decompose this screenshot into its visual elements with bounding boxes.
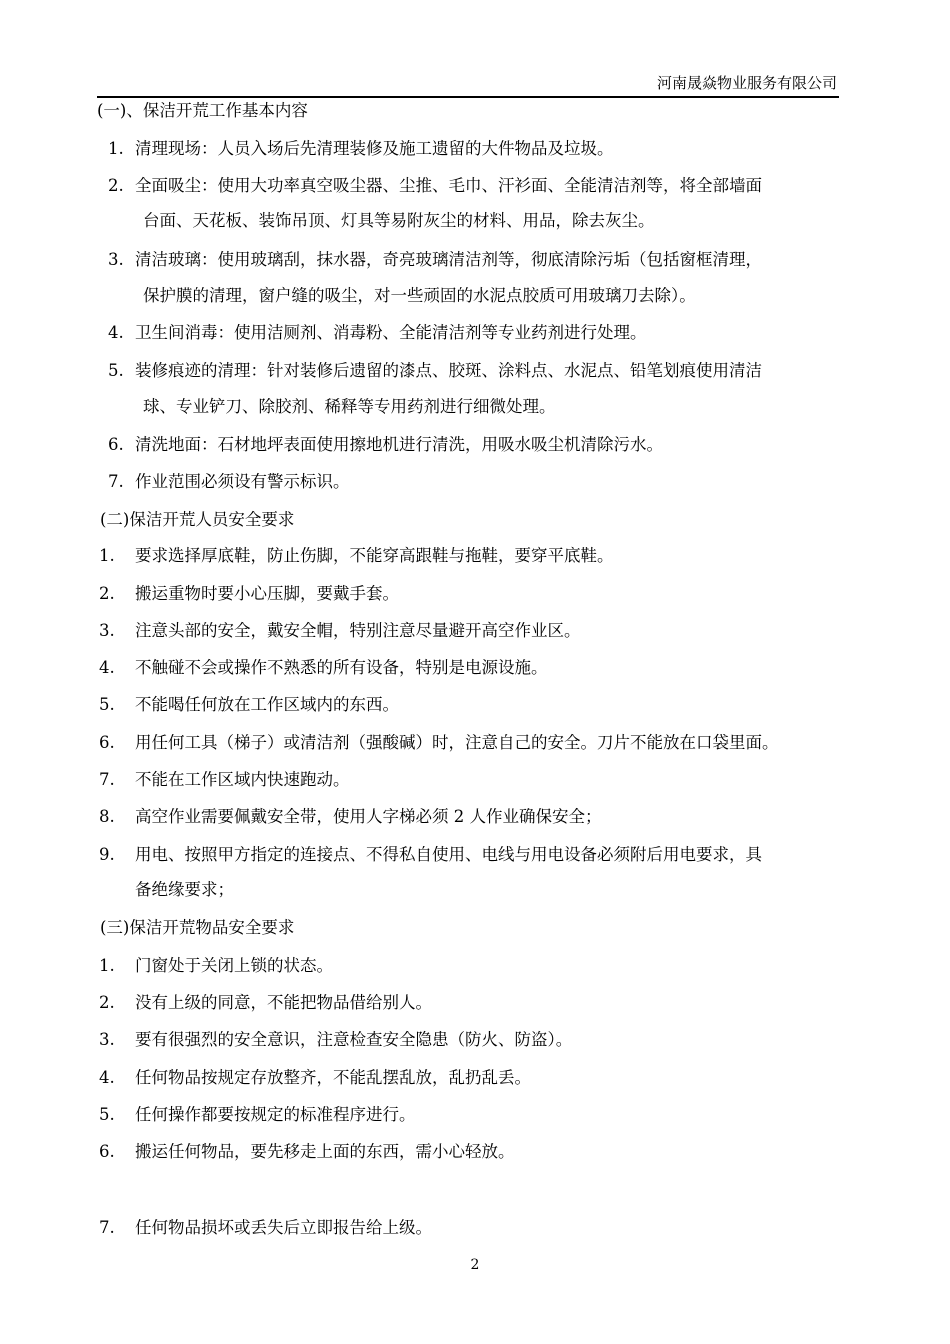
list-item-text: 不能在工作区域内快速跑动。 xyxy=(135,770,350,789)
list-item-text: 全面吸尘：使用大功率真空吸尘器、尘推、毛巾、汗衫面、全能清洁剂等，将全部墙面 xyxy=(135,176,762,195)
list-item-text: 没有上级的同意，不能把物品借给别人。 xyxy=(135,993,432,1012)
list-item-text: 卫生间消毒：使用洁厕剂、消毒粉、全能清洁剂等专业药剂进行处理。 xyxy=(135,323,647,342)
list-item-number: 4. xyxy=(108,323,124,342)
header-rule xyxy=(97,96,839,98)
list-item-text: 搬运任何物品，要先移走上面的东西，需小心轻放。 xyxy=(135,1142,515,1161)
section-1-heading: (一)、保洁开荒工作基本内容 xyxy=(97,101,308,120)
list-item-number: 3. xyxy=(99,621,115,640)
list-item-text: 不触碰不会或操作不熟悉的所有设备，特别是电源设施。 xyxy=(135,658,548,677)
list-item-text: 任何物品损坏或丢失后立即报告给上级。 xyxy=(135,1218,432,1237)
list-item-text: 保护膜的清理，窗户缝的吸尘，对一些顽固的水泥点胶质可用玻璃刀去除）。 xyxy=(143,286,696,305)
list-item-text: 备绝缘要求； xyxy=(135,880,234,899)
list-item-number: 7. xyxy=(99,770,115,789)
list-item-text: 装修痕迹的清理：针对装修后遗留的漆点、胶斑、涂料点、水泥点、铅笔划痕使用清洁 xyxy=(135,361,762,380)
list-item-number: 8. xyxy=(99,807,115,826)
section-3-heading: (三)保洁开荒物品安全要求 xyxy=(100,918,295,937)
list-item-number: 7. xyxy=(99,1218,115,1237)
list-item-number: 4. xyxy=(99,1068,115,1087)
list-item-text: 用任何工具（梯子）或清洁剂（强酸碱）时，注意自己的安全。刀片不能放在口袋里面。 xyxy=(135,733,779,752)
list-item-number: 5. xyxy=(108,361,124,380)
page-number: 2 xyxy=(470,1257,480,1273)
list-item-number: 2. xyxy=(99,993,115,1012)
list-item-number: 1. xyxy=(99,546,115,565)
list-item-text: 要有很强烈的安全意识，注意检查安全隐患（防火、防盗）。 xyxy=(135,1030,573,1049)
list-item-text: 作业范围必须设有警示标识。 xyxy=(135,472,350,491)
list-item-text: 任何物品按规定存放整齐，不能乱摆乱放，乱扔乱丢。 xyxy=(135,1068,531,1087)
list-item-number: 2. xyxy=(108,176,124,195)
list-item-number: 1. xyxy=(99,956,115,975)
list-item-text: 清洁玻璃：使用玻璃刮，抹水器，奇亮玻璃清洁剂等，彻底清除污垢（包括窗框清理， xyxy=(135,250,762,269)
list-item-text: 搬运重物时要小心压脚，要戴手套。 xyxy=(135,584,399,603)
list-item-number: 6. xyxy=(99,733,115,752)
list-item-text: 要求选择厚底鞋，防止伤脚，不能穿高跟鞋与拖鞋，要穿平底鞋。 xyxy=(135,546,614,565)
list-item-number: 1. xyxy=(108,139,124,158)
list-item-text: 不能喝任何放在工作区域内的东西。 xyxy=(135,695,399,714)
list-item-number: 5. xyxy=(99,1105,115,1124)
list-item-number: 2. xyxy=(99,584,115,603)
list-item-number: 7. xyxy=(108,472,124,491)
list-item-number: 9. xyxy=(99,845,115,864)
list-item-text: 清理现场：人员入场后先清理装修及施工遗留的大件物品及垃圾。 xyxy=(135,139,614,158)
list-item-text: 门窗处于关闭上锁的状态。 xyxy=(135,956,333,975)
section-2-heading: (二)保洁开荒人员安全要求 xyxy=(100,510,295,529)
list-item-text: 注意头部的安全，戴安全帽，特别注意尽量避开高空作业区。 xyxy=(135,621,581,640)
list-item-text: 高空作业需要佩戴安全带，使用人字梯必须 2 人作业确保安全； xyxy=(135,807,602,826)
list-item-text: 任何操作都要按规定的标准程序进行。 xyxy=(135,1105,416,1124)
list-item-number: 6. xyxy=(108,435,124,454)
list-item-text: 球、专业铲刀、除胶剂、稀释等专用药剂进行细微处理。 xyxy=(143,397,556,416)
list-item-number: 3. xyxy=(108,250,124,269)
list-item-number: 3. xyxy=(99,1030,115,1049)
company-name: 河南晟焱物业服务有限公司 xyxy=(656,74,837,92)
list-item-number: 5. xyxy=(99,695,115,714)
list-item-text: 清洗地面：石材地坪表面使用擦地机进行清洗，用吸水吸尘机清除污水。 xyxy=(135,435,663,454)
list-item-number: 6. xyxy=(99,1142,115,1161)
list-item-text: 用电、按照甲方指定的连接点、不得私自使用、电线与用电设备必须附后用电要求，具 xyxy=(135,845,762,864)
list-item-number: 4. xyxy=(99,658,115,677)
list-item-text: 台面、天花板、装饰吊顶、灯具等易附灰尘的材料、用品，除去灰尘。 xyxy=(143,211,655,230)
